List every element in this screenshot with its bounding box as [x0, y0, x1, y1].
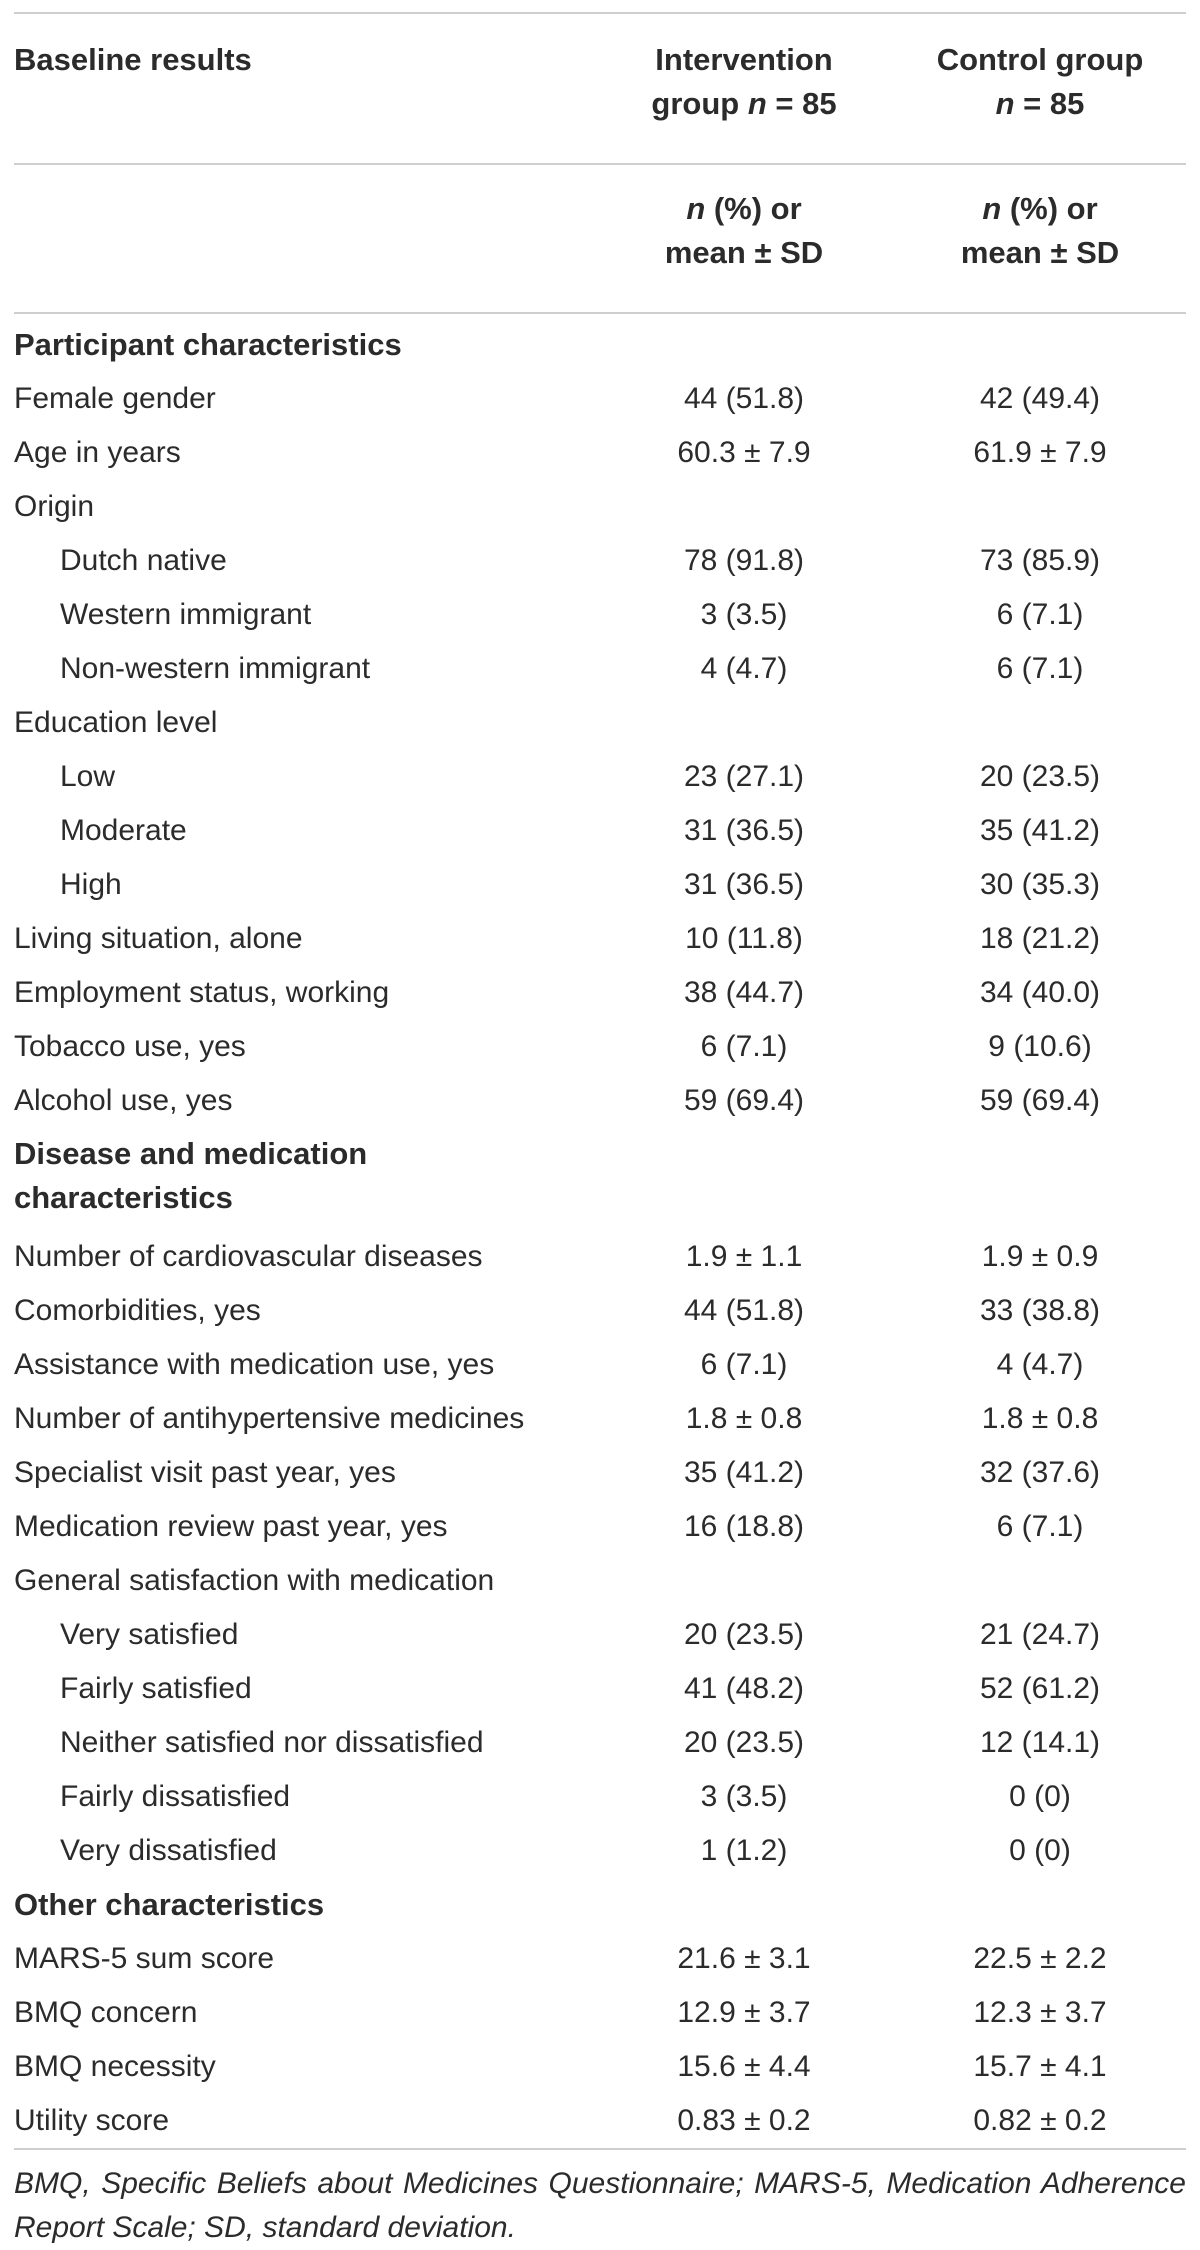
- intervention-value: 3 (3.5): [700, 598, 788, 631]
- intervention-value: 78 (91.8): [683, 544, 805, 577]
- control-value: 42 (49.4): [979, 382, 1101, 415]
- control-value: 21 (24.7): [979, 1618, 1101, 1651]
- control-value: 35 (41.2): [979, 814, 1101, 847]
- row-label: Utility score: [14, 2094, 594, 2149]
- row-label: BMQ concern: [14, 1996, 198, 2029]
- row-label: Western immigrant: [60, 598, 312, 631]
- control-value: [894, 1128, 1186, 1230]
- row-label: MARS-5 sum score: [14, 1942, 275, 1975]
- section-heading: Disease and medication characteristics: [14, 1136, 368, 1215]
- table-row: [14, 372, 1186, 426]
- table-row: [14, 1392, 1186, 1446]
- table-row: [14, 2094, 1186, 2149]
- table-row: [14, 1338, 1186, 1392]
- intervention-value: [594, 1878, 894, 1932]
- table-row: [14, 696, 1186, 750]
- row-label: Number of antihypertensive medicines: [14, 1402, 525, 1435]
- row-label: Living situation, alone: [14, 922, 303, 955]
- section-heading: Other characteristics: [14, 1887, 325, 1922]
- control-value: 18 (21.2): [979, 922, 1101, 955]
- row-label: Very satisfied: [60, 1618, 239, 1651]
- intervention-value: 60.3 ± 7.9: [677, 436, 811, 469]
- table-row: [14, 1824, 1186, 1878]
- control-value: 6 (7.1): [996, 598, 1084, 631]
- row-label: Employment status, working: [14, 976, 390, 1009]
- intervention-value: 6 (7.1): [700, 1030, 788, 1063]
- intervention-value: [594, 1554, 894, 1608]
- intervention-value: 20 (23.5): [683, 1726, 805, 1759]
- subheader-control-n: n: [982, 191, 1002, 226]
- control-value: 15.7 ± 4.1: [973, 2050, 1107, 2083]
- intervention-value: [594, 696, 894, 750]
- intervention-value: 1.8 ± 0.8: [685, 1402, 803, 1435]
- control-value: 20 (23.5): [979, 760, 1101, 793]
- row-label: Female gender: [14, 382, 216, 415]
- row-label: Low: [60, 760, 116, 793]
- control-value: 30 (35.3): [979, 868, 1101, 901]
- table-header: [14, 13, 1186, 313]
- control-value: 6 (7.1): [996, 1510, 1084, 1543]
- intervention-value: 3 (3.5): [700, 1780, 788, 1813]
- subheader-intervention-n: n: [686, 191, 706, 226]
- control-value: 1.9 ± 0.9: [981, 1240, 1099, 1273]
- intervention-value: 31 (36.5): [683, 868, 805, 901]
- table-row: [14, 426, 1186, 480]
- header-intervention-line1: Intervention: [655, 42, 833, 77]
- table-row: [14, 1074, 1186, 1128]
- control-value: [894, 480, 1186, 534]
- table-row: [14, 1716, 1186, 1770]
- table-row: [14, 1662, 1186, 1716]
- header-intervention-n: n: [747, 86, 767, 121]
- table-row: [14, 588, 1186, 642]
- control-value: [894, 313, 1186, 372]
- control-value: 1.8 ± 0.8: [981, 1402, 1099, 1435]
- intervention-value: 10 (11.8): [685, 922, 803, 955]
- subheader-control-line2: mean ± SD: [960, 235, 1120, 270]
- table-row: [14, 1020, 1186, 1074]
- control-value: 73 (85.9): [979, 544, 1101, 577]
- control-value: 0 (0): [1009, 1780, 1071, 1813]
- table-row: [14, 1284, 1186, 1338]
- control-value: 32 (37.6): [979, 1456, 1101, 1489]
- header-control-n: n: [995, 86, 1015, 121]
- header-control-line1: Control group: [936, 42, 1144, 77]
- row-label: Comorbidities, yes: [14, 1294, 261, 1327]
- section-row: [14, 1878, 1186, 1932]
- control-value: 0.82 ± 0.2: [894, 2094, 1186, 2149]
- row-label: General satisfaction with medication: [14, 1564, 495, 1597]
- row-label: Specialist visit past year, yes: [14, 1456, 396, 1489]
- table-row: [14, 750, 1186, 804]
- section-row: [14, 313, 1186, 372]
- row-label: Dutch native: [60, 544, 227, 577]
- control-value: 9 (10.6): [988, 1030, 1092, 1063]
- row-label: Fairly satisfied: [60, 1672, 252, 1705]
- header-intervention-count: = 85: [766, 86, 837, 121]
- row-label: Origin: [14, 490, 95, 523]
- row-label: Very dissatisfied: [60, 1834, 277, 1867]
- intervention-value: 6 (7.1): [700, 1348, 788, 1381]
- control-value: 22.5 ± 2.2: [973, 1942, 1107, 1975]
- control-value: 52 (61.2): [979, 1672, 1101, 1705]
- row-label: High: [60, 868, 122, 901]
- row-label: Moderate: [60, 814, 187, 847]
- row-label: Neither satisfied nor dissatisfied: [60, 1726, 484, 1759]
- row-label: Alcohol use, yes: [14, 1084, 233, 1117]
- control-value: 12.3 ± 3.7: [973, 1996, 1107, 2029]
- intervention-value: 59 (69.4): [683, 1084, 805, 1117]
- row-label: Medication review past year, yes: [14, 1510, 448, 1543]
- table-row: [14, 1986, 1186, 2040]
- subheader-empty: [14, 164, 594, 313]
- intervention-value: 4 (4.7): [700, 652, 788, 685]
- intervention-value: [594, 480, 894, 534]
- row-label: Non-western immigrant: [60, 652, 371, 685]
- control-value: 33 (38.8): [979, 1294, 1101, 1327]
- table-row: [14, 1608, 1186, 1662]
- table-row: [14, 1500, 1186, 1554]
- intervention-value: 23 (27.1): [683, 760, 805, 793]
- row-label: Tobacco use, yes: [14, 1030, 246, 1063]
- header-intervention-prefix: group: [651, 86, 748, 121]
- table-row: [14, 534, 1186, 588]
- control-value: [894, 1878, 1186, 1932]
- subheader-control-line1: (%) or: [1001, 191, 1098, 226]
- section-heading: Participant characteristics: [14, 327, 402, 362]
- row-label: Assistance with medication use, yes: [14, 1348, 495, 1381]
- section-row: [14, 1128, 1186, 1230]
- subheader-row: [14, 164, 1186, 313]
- table-row: [14, 1932, 1186, 1986]
- row-label: BMQ necessity: [14, 2050, 216, 2083]
- header-row: [14, 13, 1186, 164]
- intervention-value: 35 (41.2): [683, 1456, 805, 1489]
- intervention-value: 15.6 ± 4.4: [677, 2050, 811, 2083]
- subheader-intervention-stat: [594, 164, 894, 313]
- table-row: [14, 1554, 1186, 1608]
- baseline-results-table: [14, 12, 1186, 2150]
- row-label: Age in years: [14, 436, 181, 469]
- intervention-value: 20 (23.5): [683, 1618, 805, 1651]
- table-row: [14, 912, 1186, 966]
- table-row: [14, 966, 1186, 1020]
- intervention-value: [594, 1128, 894, 1230]
- table-row: [14, 1230, 1186, 1284]
- subheader-control-stat: [894, 164, 1186, 313]
- control-value: 34 (40.0): [979, 976, 1101, 1009]
- intervention-value: 38 (44.7): [683, 976, 805, 1009]
- baseline-table-container: [14, 12, 1186, 2250]
- control-value: 12 (14.1): [979, 1726, 1101, 1759]
- table-row: [14, 2040, 1186, 2094]
- table-row: [14, 804, 1186, 858]
- subheader-intervention-line2: mean ± SD: [664, 235, 824, 270]
- intervention-value: 31 (36.5): [683, 814, 805, 847]
- table-footnote: BMQ, Specific Beliefs about Medicines Questionnaire; MARS-5, Medication Adherence Report Scale; SD, standard deviation.: [14, 2167, 1186, 2244]
- intervention-value: 21.6 ± 3.1: [677, 1942, 811, 1975]
- row-label: Fairly dissatisfied: [60, 1780, 291, 1813]
- subheader-intervention-line1: (%) or: [705, 191, 802, 226]
- intervention-value: 1.9 ± 1.1: [685, 1240, 803, 1273]
- header-intervention-group: [594, 13, 894, 164]
- intervention-value: 16 (18.8): [683, 1510, 805, 1543]
- control-value: [894, 696, 1186, 750]
- intervention-value: 41 (48.2): [683, 1672, 805, 1705]
- control-value: 4 (4.7): [996, 1348, 1084, 1381]
- intervention-value: [594, 313, 894, 372]
- row-label: Education level: [14, 706, 218, 739]
- control-value: 59 (69.4): [979, 1084, 1101, 1117]
- control-value: [894, 1554, 1186, 1608]
- table-row: [14, 480, 1186, 534]
- table-body: [14, 313, 1186, 2149]
- table-row: [14, 642, 1186, 696]
- table-row: [14, 1446, 1186, 1500]
- intervention-value: 44 (51.8): [683, 382, 805, 415]
- intervention-value: 0.83 ± 0.2: [594, 2094, 894, 2149]
- control-value: 6 (7.1): [996, 652, 1084, 685]
- intervention-value: 12.9 ± 3.7: [677, 1996, 811, 2029]
- header-control-count: = 85: [1014, 86, 1085, 121]
- intervention-value: 1 (1.2): [700, 1834, 788, 1867]
- intervention-value: 44 (51.8): [683, 1294, 805, 1327]
- table-row: [14, 1770, 1186, 1824]
- control-value: 61.9 ± 7.9: [973, 436, 1107, 469]
- table-row: [14, 858, 1186, 912]
- header-baseline-results: Baseline results: [14, 13, 594, 164]
- control-value: 0 (0): [1009, 1834, 1071, 1867]
- header-control-group: [894, 13, 1186, 164]
- row-label: Number of cardiovascular diseases: [14, 1240, 483, 1273]
